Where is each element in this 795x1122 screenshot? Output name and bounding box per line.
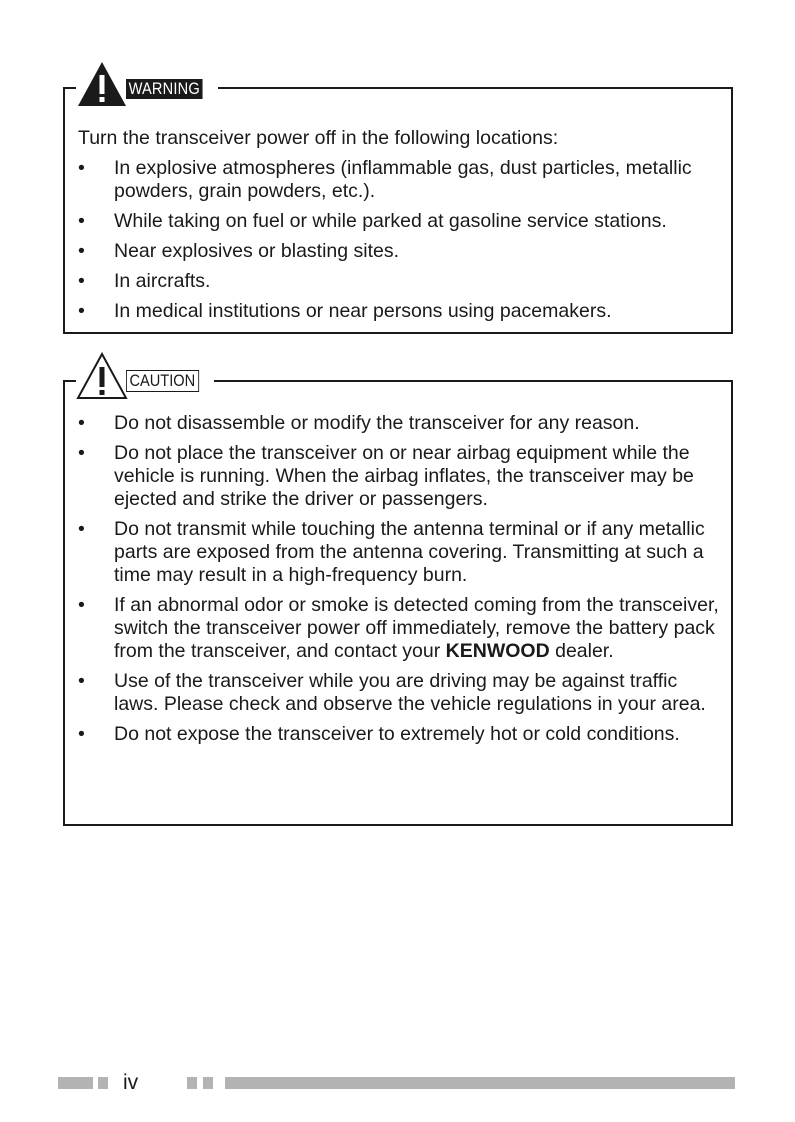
footer-bar-left (58, 1077, 93, 1089)
warning-label: WARNING (126, 79, 202, 99)
list-item: • Use of the transceiver while you are driving may be against traffic laws. Please check and observe the vehicle regulations in your area. (78, 670, 706, 715)
list-item: • Do not expose the transceiver to extremely hot or cold conditions. (78, 723, 680, 745)
list-item: • In explosive atmospheres (inflammable gas, dust particles, metallic powders, grain powders, etc.). (78, 157, 692, 202)
brand-name: KENWOOD (445, 640, 550, 662)
page-number: iv (123, 1071, 139, 1094)
list-item: • In aircrafts. (78, 270, 211, 292)
list-item: • Do not transmit while touching the antenna terminal or if any metallic parts are exposed from the antenna covering. Transmitting at such a time may result in a high-frequency burn. (78, 518, 705, 586)
list-item: • If an abnormal odor or smoke is detected coming from the transceiver, switch the transceiver power off immediately, remove the battery pack from the transceiver, and contact your KENWOOD dealer. (78, 594, 719, 662)
list-item: • Do not place the transceiver on or near airbag equipment while the vehicle is running. When the airbag inflates, the transceiver may be ejected and strike the driver or passengers. (78, 442, 694, 510)
list-item: • Near explosives or blasting sites. (78, 240, 400, 262)
caution-list (78, 412, 723, 753)
caution-icon (76, 352, 128, 400)
warning-list (78, 157, 723, 330)
caution-header (76, 352, 214, 400)
list-item: • While taking on fuel or while parked at gasoline service stations. (78, 210, 667, 232)
list-item: • In medical institutions or near persons using pacemakers. (78, 300, 612, 322)
footer-bar-mark-2 (203, 1077, 213, 1089)
caution-label: CAUTION (126, 370, 199, 392)
warning-intro: Turn the transceiver power off in the following locations: (78, 127, 559, 149)
footer-bar-left-small (98, 1077, 108, 1089)
footer-bar-mark-1 (187, 1077, 197, 1089)
list-item: • Do not disassemble or modify the transceiver for any reason. (78, 412, 640, 434)
warning-icon (76, 61, 128, 107)
footer-bar-right (225, 1077, 735, 1089)
warning-header (76, 61, 218, 107)
